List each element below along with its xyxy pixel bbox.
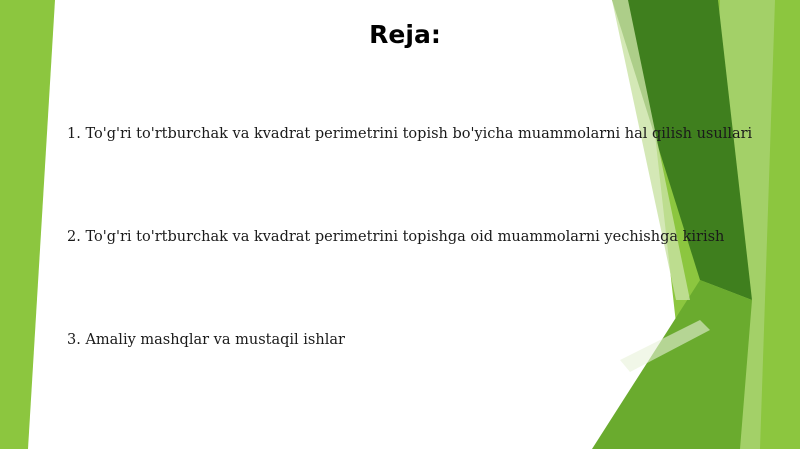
plan-item-1: 1. To'g'ri to'rtburchak va kvadrat perimetrini topish bo'yicha muammolarni hal qilish usullari	[67, 126, 753, 142]
left-green-band	[0, 0, 55, 449]
plan-item-3: 3. Amaliy mashqlar va mustaqil ishlar	[67, 332, 345, 348]
slide-title: Reja:	[369, 20, 441, 49]
plan-item-2: 2. To'g'ri to'rtburchak va kvadrat perimetrini topishga oid muammolarni yechishga kirish	[67, 229, 725, 245]
right-mid-green-wedge	[592, 280, 752, 449]
